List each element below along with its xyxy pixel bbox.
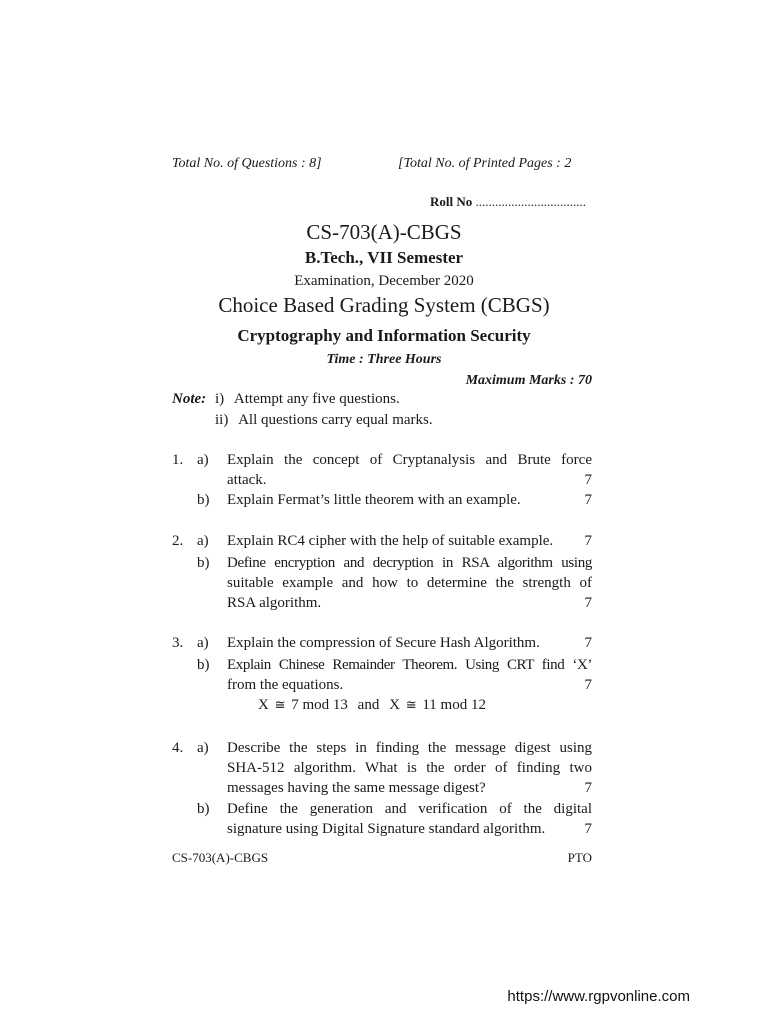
part-text: [227, 655, 592, 695]
question-number: 4.: [172, 740, 184, 756]
crt-equation: [258, 697, 486, 714]
marks: 7: [584, 780, 592, 796]
max-marks: Maximum Marks : 70: [465, 373, 592, 388]
text-line: attack.: [227, 472, 267, 488]
footer-pto: PTO: [567, 850, 592, 865]
congruence-symbol: ≅: [405, 698, 417, 713]
marks: 7: [584, 492, 592, 508]
part-text: [227, 553, 592, 613]
roll-number: [430, 194, 586, 210]
part-letter: b): [197, 492, 210, 508]
part-text: [227, 738, 592, 798]
note-item-1: [215, 391, 400, 408]
marks: 7: [584, 635, 592, 651]
marks: 7: [584, 472, 592, 488]
equation-rhs: 11 mod 12: [422, 697, 486, 713]
program: B.Tech., VII Semester: [304, 248, 464, 267]
question-number: 2.: [172, 533, 184, 549]
part-letter: b): [197, 555, 210, 571]
equation-rhs: 7 mod 13: [291, 697, 348, 713]
text-line: SHA-512 algorithm. What is the order of finding two: [227, 760, 592, 776]
total-pages: [Total No. of Printed Pages : 2: [398, 156, 572, 171]
question-number: 1.: [172, 452, 184, 468]
text-line: from the equations.: [227, 677, 344, 693]
time-allowed: Time : Three Hours: [326, 352, 442, 367]
part-letter: b): [197, 801, 210, 817]
note-item-2: [215, 412, 433, 429]
marks: 7: [584, 595, 592, 611]
text-line: suitable example and how to determine the strength of: [227, 575, 592, 591]
marks: 7: [584, 677, 592, 693]
part-text: [227, 450, 592, 490]
footer-code: CS-703(A)-CBGS: [172, 850, 269, 865]
equation-variable: X: [389, 697, 400, 713]
note-label: Note:: [172, 391, 207, 407]
question-number: 3.: [172, 635, 184, 651]
congruence-symbol: ≅: [274, 698, 286, 713]
part-letter: a): [197, 740, 209, 756]
text-line: Describe the steps in finding the message digest using: [227, 740, 592, 756]
text-line: RSA algorithm.: [227, 595, 322, 611]
text-line: Explain Chinese Remainder Theorem. Using CRT find ‘X’: [227, 657, 592, 673]
exam-session: Examination, December 2020: [294, 273, 474, 289]
part-text: [227, 799, 592, 839]
text-line: Explain the concept of Cryptanalysis and Brute force: [227, 452, 592, 468]
marks: 7: [584, 533, 592, 549]
text-line: Explain Fermat’s little theorem with an example.: [227, 492, 521, 508]
note-item-1-text: Attempt any five questions.: [233, 391, 400, 407]
text-line: Define the generation and verification of the digital: [227, 801, 592, 817]
source-url-link[interactable]: https://www.rgpvonline.com: [507, 988, 690, 1005]
equation-connector: and: [357, 697, 380, 713]
text-line: messages having the same message digest?: [227, 780, 486, 796]
note-item-2-text: All questions carry equal marks.: [238, 412, 433, 428]
part-letter: a): [197, 635, 209, 651]
part-letter: a): [197, 533, 209, 549]
part-letter: a): [197, 452, 209, 468]
text-line: Explain the compression of Secure Hash Algorithm.: [227, 635, 540, 651]
grading-system: Choice Based Grading System (CBGS): [218, 293, 550, 317]
note-item-2-num: ii): [215, 412, 229, 428]
course-code: CS-703(A)-CBGS: [306, 220, 462, 244]
note-item-1-num: i): [215, 391, 225, 407]
part-text: [227, 490, 592, 510]
total-questions: Total No. of Questions : 8]: [172, 156, 322, 171]
text-line: signature using Digital Signature standard algorithm.: [227, 821, 546, 837]
part-text: [227, 633, 592, 653]
roll-dots: ..................................: [475, 194, 586, 209]
marks: 7: [584, 821, 592, 837]
subject-title: Cryptography and Information Security: [237, 326, 531, 345]
part-letter: b): [197, 657, 210, 673]
equation-variable: X: [258, 697, 269, 713]
part-text: [227, 531, 592, 551]
text-line: Define encryption and decryption in RSA algorithm using: [227, 555, 592, 571]
roll-label: Roll No: [430, 194, 473, 209]
text-line: Explain RC4 cipher with the help of suitable example.: [227, 533, 554, 549]
